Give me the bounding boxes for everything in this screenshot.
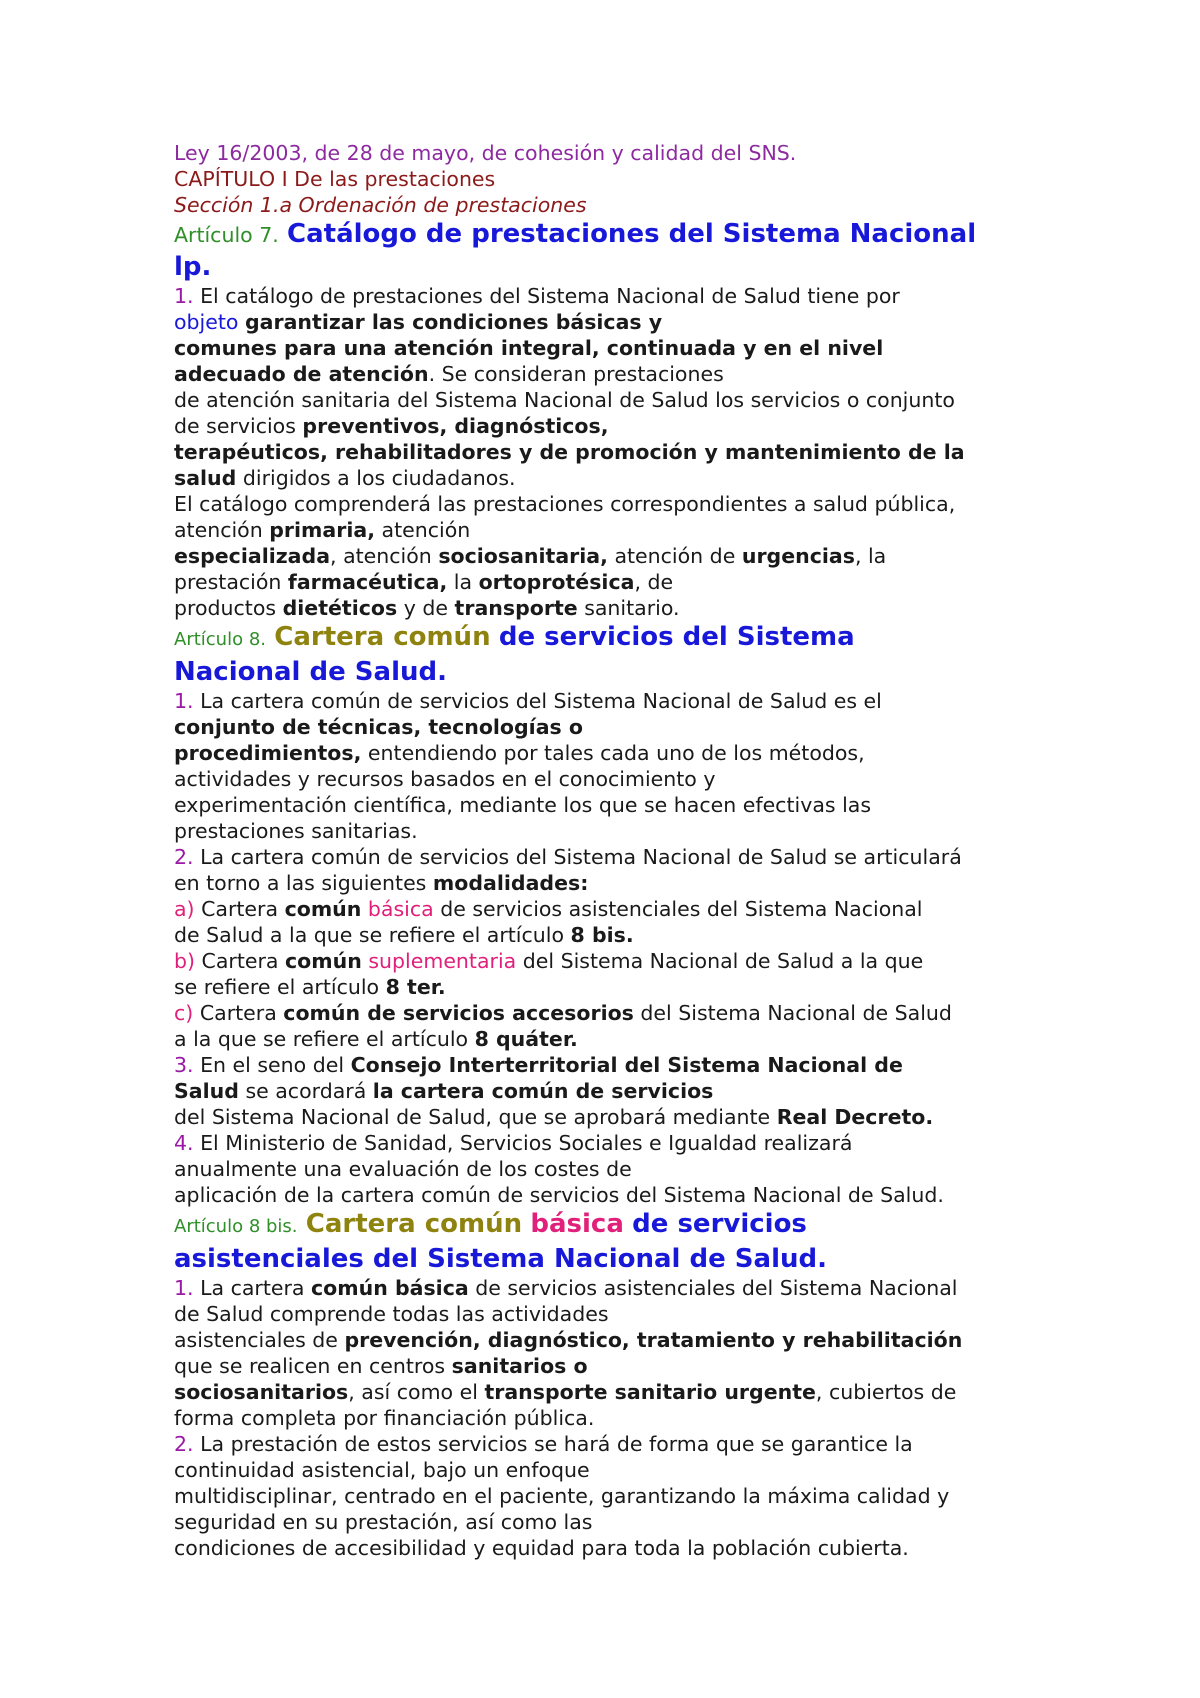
text-run: del Sistema Nacional de Salud <box>640 1001 952 1025</box>
text-run: La cartera <box>200 1276 305 1300</box>
text-run-bold: modalidades: <box>432 871 589 895</box>
paragraph-number: 2. <box>174 845 194 869</box>
text-run: . Se consideran prestaciones <box>428 362 724 386</box>
text-run: actividades y recursos basados en el conocimiento y <box>174 767 716 791</box>
paragraph-number: 3. <box>174 1053 194 1077</box>
art8bis-p2-line <box>174 1483 1074 1509</box>
art8bis-p2-line <box>174 1431 1074 1457</box>
art8-title-a: Cartera común <box>274 622 491 652</box>
text-run-bold: transporte sanitario urgente <box>484 1380 816 1404</box>
art8-title-cont: Nacional de Salud. <box>174 657 447 687</box>
text-run: dirigidos a los ciudadanos. <box>242 466 516 490</box>
art8bis-p1-line <box>174 1405 1074 1431</box>
text-run: de servicios <box>174 414 296 438</box>
art8-item-a <box>174 896 1074 922</box>
art8-p1-line <box>174 792 1074 818</box>
text-run-bold: sociosanitaria, <box>438 544 608 568</box>
text-run-bold: común <box>285 949 362 973</box>
text-run: sanitario. <box>584 596 680 620</box>
art8-p1-line <box>174 818 1074 844</box>
text-run: Cartera <box>201 897 279 921</box>
text-run-bold: terapéuticos, rehabilitadores y de promoción y mantenimiento de la <box>174 440 965 464</box>
text-run-bold: común <box>284 897 362 921</box>
text-run: seguridad en su prestación, así como las <box>174 1510 593 1534</box>
art7-heading <box>174 218 1074 251</box>
text-run-bold: dietéticos <box>282 596 398 620</box>
paragraph-number: 1. <box>174 284 194 308</box>
art8bis-p1-line <box>174 1379 1074 1405</box>
text-run: , cubiertos de <box>815 1380 957 1404</box>
art8-p4-line <box>174 1130 1074 1156</box>
text-run: en torno a las siguientes <box>174 871 427 895</box>
text-run: atención <box>174 518 263 542</box>
art7-p1-line <box>174 569 1074 595</box>
art8bis-title-b: básica <box>530 1209 624 1239</box>
text-run: El catálogo de prestaciones del Sistema Nacional de Salud tiene por <box>200 284 900 308</box>
text-run: prestación <box>174 570 282 594</box>
text-run: El catálogo comprenderá las prestaciones correspondientes a salud pública, <box>174 492 956 516</box>
art8-label: Artículo 8. <box>174 629 266 650</box>
art8-heading <box>174 621 1074 656</box>
text-run-bold: sanitarios o <box>451 1354 588 1378</box>
law-title <box>174 140 1074 166</box>
text-run-bold: Consejo Interterritorial del Sistema Nacional de <box>350 1053 903 1077</box>
art8-p1-line <box>174 740 1074 766</box>
art8bis-p1-line <box>174 1301 1074 1327</box>
text-run-bold: salud <box>174 466 237 490</box>
art8-title-b: de servicios del Sistema <box>498 622 855 652</box>
chapter-heading <box>174 166 1074 192</box>
art7-p1-line <box>174 491 1074 517</box>
text-run-highlight: suplementaria <box>368 949 517 973</box>
art8-p2-line <box>174 844 1074 870</box>
text-run: forma completa por financiación pública. <box>174 1406 595 1430</box>
text-run: continuidad asistencial, bajo un enfoque <box>174 1458 590 1482</box>
text-run: productos <box>174 596 277 620</box>
art8bis-p1-line <box>174 1327 1074 1353</box>
text-run-bold: preventivos, diagnósticos, <box>302 414 609 438</box>
art8-p1-line <box>174 766 1074 792</box>
art7-p1-line <box>174 465 1074 491</box>
text-run: que se realicen en centros <box>174 1354 446 1378</box>
text-run-bold: 8 quáter. <box>474 1027 578 1051</box>
art8-heading-cont <box>174 656 1074 688</box>
text-run: del Sistema Nacional de Salud, que se aprobará mediante <box>174 1105 771 1129</box>
art8-item-a-cont <box>174 922 1074 948</box>
art7-title: Catálogo de prestaciones del Sistema Nacional <box>287 219 977 249</box>
text-run: se refiere el artículo <box>174 975 380 999</box>
paragraph-number: 1. <box>174 1276 194 1300</box>
text-run-bold: farmacéutica, <box>287 570 448 594</box>
text-run-bold: especializada <box>174 544 331 568</box>
chapter-text: CAPÍTULO I De las prestaciones <box>174 167 496 191</box>
text-run-bold: 8 bis. <box>570 923 634 947</box>
art8bis-p2-line <box>174 1509 1074 1535</box>
text-run-bold: adecuado de atención <box>174 362 429 386</box>
text-run: de atención sanitaria del Sistema Nacional de Salud los servicios o conjunto <box>174 388 955 412</box>
text-run-bold: urgencias <box>741 544 855 568</box>
item-letter: c) <box>174 1001 194 1025</box>
text-run: de Salud comprende todas las actividades <box>174 1302 609 1326</box>
text-run: experimentación científica, mediante los que se hacen efectivas las <box>174 793 872 817</box>
text-run: atención de <box>614 544 736 568</box>
art8bis-heading-cont <box>174 1243 1074 1275</box>
art7-title-cont: lp. <box>174 252 212 282</box>
text-run: El Ministerio de Sanidad, Servicios Sociales e Igualdad realizará <box>200 1131 853 1155</box>
art8-p4-line <box>174 1182 1074 1208</box>
text-run: aplicación de la cartera común de servicios del Sistema Nacional de Salud. <box>174 1183 944 1207</box>
text-run: condiciones de accesibilidad y equidad para toda la población cubierta. <box>174 1536 909 1560</box>
art8-p2-line <box>174 870 1074 896</box>
text-run: La prestación de estos servicios se hará de forma que se garantice la <box>200 1432 913 1456</box>
art8bis-title-a: Cartera común <box>305 1209 523 1239</box>
art8bis-p1-line <box>174 1275 1074 1301</box>
art8bis-heading <box>174 1208 1074 1243</box>
text-run: , así como el <box>348 1380 478 1404</box>
art8bis-title-cont: asistenciales del Sistema Nacional de Salud. <box>174 1244 827 1274</box>
text-run: del Sistema Nacional de Salud a la que <box>522 949 924 973</box>
art8-p3-line <box>174 1078 1074 1104</box>
text-run-highlight: básica <box>367 897 434 921</box>
text-run: objeto <box>174 310 239 334</box>
art7-p1-line <box>174 335 1074 361</box>
art7-p1-line <box>174 387 1074 413</box>
art7-p1-line <box>174 439 1074 465</box>
text-run: Cartera <box>199 1001 277 1025</box>
item-letter: b) <box>174 949 196 973</box>
item-letter: a) <box>174 897 195 921</box>
text-run-bold: primaria, <box>269 518 376 542</box>
art7-p1-line <box>174 413 1074 439</box>
text-run: entendiendo por tales cada uno de los métodos, <box>367 741 865 765</box>
text-run: asistenciales de <box>174 1328 338 1352</box>
art7-heading-cont <box>174 251 1074 283</box>
text-run: La cartera común de servicios del Sistema Nacional de Salud se articulará <box>200 845 962 869</box>
paragraph-number: 2. <box>174 1432 194 1456</box>
text-run: En el seno del <box>200 1053 345 1077</box>
text-run: La cartera común de servicios del Sistema Nacional de Salud es el <box>200 689 882 713</box>
text-run: , la <box>854 544 887 568</box>
text-run: multidisciplinar, centrado en el paciente, garantizando la máxima calidad y <box>174 1484 950 1508</box>
art8-p1-line <box>174 714 1074 740</box>
art8bis-p2-line <box>174 1457 1074 1483</box>
text-run: de servicios asistenciales del Sistema Nacional <box>440 897 923 921</box>
text-run-bold: sociosanitarios <box>174 1380 349 1404</box>
art8-item-c-cont <box>174 1026 1074 1052</box>
art8-p3-line <box>174 1052 1074 1078</box>
art8-p3-line <box>174 1104 1074 1130</box>
text-run-bold: conjunto de técnicas, tecnologías o <box>174 715 583 739</box>
art8-p4-line <box>174 1156 1074 1182</box>
art8-item-b-cont <box>174 974 1074 1000</box>
text-run-bold: procedimientos, <box>174 741 362 765</box>
text-run: , atención <box>330 544 432 568</box>
text-run-bold: ortoprotésica <box>478 570 635 594</box>
text-run-bold: Salud <box>174 1079 239 1103</box>
text-run: atención <box>381 518 471 542</box>
text-run: y de <box>403 596 448 620</box>
art7-p1-line <box>174 517 1074 543</box>
art8bis-title-c: de servicios <box>632 1209 807 1239</box>
art7-label: Artículo 7. <box>174 223 279 247</box>
text-run: prestaciones sanitarias. <box>174 819 418 843</box>
text-run: la <box>453 570 473 594</box>
paragraph-number: 4. <box>174 1131 194 1155</box>
document-body <box>174 140 1074 1561</box>
art8-item-c <box>174 1000 1074 1026</box>
text-run: , de <box>634 570 674 594</box>
law-title-text: Ley 16/2003, de 28 de mayo, de cohesión y calidad del SNS. <box>174 141 797 165</box>
art8bis-p2-line <box>174 1535 1074 1561</box>
paragraph-number: 1. <box>174 689 194 713</box>
text-run-bold: 8 ter. <box>385 975 446 999</box>
text-run-bold: comunes para una atención integral, continuada y en el nivel <box>174 336 884 360</box>
text-run: Cartera <box>201 949 279 973</box>
section-heading <box>174 192 1074 218</box>
text-run-bold: común básica <box>311 1276 469 1300</box>
text-run-bold: transporte <box>454 596 578 620</box>
art7-p1-line <box>174 543 1074 569</box>
text-run: a la que se refiere el artículo <box>174 1027 469 1051</box>
text-run-bold: garantizar las condiciones básicas y <box>244 310 663 334</box>
art7-p1-line <box>174 361 1074 387</box>
text-run-bold: común de servicios accesorios <box>283 1001 634 1025</box>
text-run: anualmente una evaluación de los costes de <box>174 1157 632 1181</box>
art8-p1-line <box>174 688 1074 714</box>
art7-p1-line <box>174 283 1074 309</box>
art8bis-label: Artículo 8 bis. <box>174 1216 298 1237</box>
section-text: Sección 1.a Ordenación de prestaciones <box>174 193 587 217</box>
text-run-bold: prevención, diagnóstico, tratamiento y rehabilitación <box>344 1328 963 1352</box>
art8bis-p1-line <box>174 1353 1074 1379</box>
text-run: de servicios asistenciales del Sistema Nacional <box>475 1276 958 1300</box>
text-run-bold: la cartera común de servicios <box>372 1079 714 1103</box>
text-run-bold: Real Decreto. <box>776 1105 934 1129</box>
text-run: se acordará <box>245 1079 367 1103</box>
text-run: de Salud a la que se refiere el artículo <box>174 923 565 947</box>
art7-p1-line <box>174 309 1074 335</box>
art7-p1-line <box>174 595 1074 621</box>
art8-item-b <box>174 948 1074 974</box>
